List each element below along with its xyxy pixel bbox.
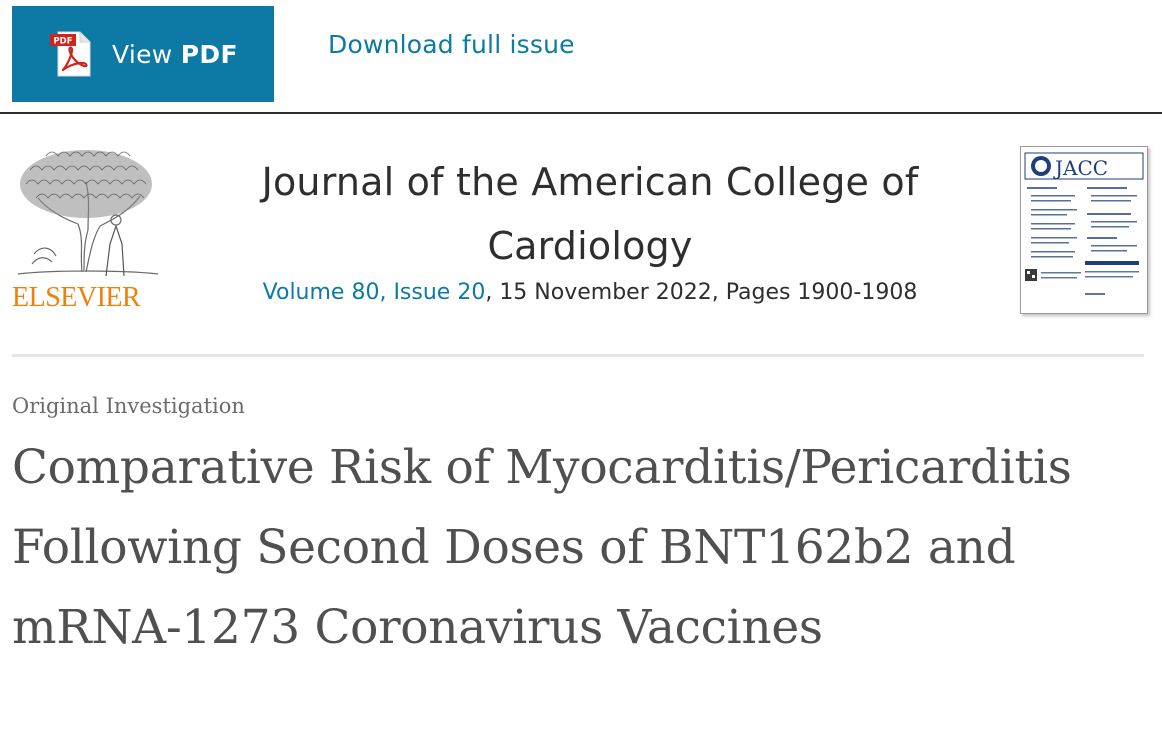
- issue-date-pages: , 15 November 2022, Pages 1900-1908: [485, 280, 918, 305]
- article-type: Original Investigation: [12, 394, 245, 418]
- header-divider: [12, 354, 1144, 357]
- pdf-icon-text: PDF: [53, 36, 73, 47]
- cover-title: JACC: [1055, 156, 1109, 180]
- view-pdf-label: View PDF: [112, 39, 238, 69]
- journal-cover-thumbnail[interactable]: [1020, 146, 1148, 314]
- pdf-file-icon: [48, 30, 96, 78]
- download-full-issue-link[interactable]: Download full issue: [328, 30, 575, 59]
- elsevier-wordmark: ELSEVIER: [12, 282, 141, 313]
- article-toolbar: [0, 0, 1162, 114]
- view-pdf-button[interactable]: [12, 6, 274, 102]
- issue-info: [240, 280, 940, 305]
- journal-title[interactable]: Journal of the American College of Cardiology: [261, 160, 919, 268]
- journal-header: [0, 114, 1162, 356]
- volume-issue-link[interactable]: Volume 80, Issue 20: [262, 280, 486, 305]
- article-title: Comparative Risk of Myocarditis/Pericarditis Following Second Doses of BNT162b2 and mRNA-1273 Coronavirus Vaccines: [12, 440, 1072, 655]
